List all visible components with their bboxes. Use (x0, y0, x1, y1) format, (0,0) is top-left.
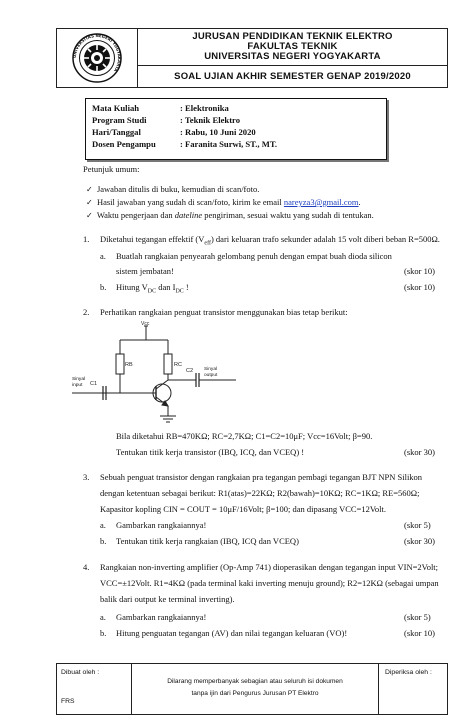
circuit-c2-label: C2 (186, 368, 194, 374)
q4-line1: Rangkaian non-inverting amplifier (Op-Amp 741) dioperasikan dengan tegangan input VIN=2Volt; (100, 562, 439, 572)
instruction-text: Waktu pengerjaan dan (96, 210, 175, 220)
q1-text-part: ) dari keluaran trafo sekunder adalah 15 volt diberi beban R=500Ω. (210, 234, 440, 244)
checkmark-icon: ✓ (86, 198, 93, 207)
university-logo-cell (57, 29, 138, 87)
university-name: UNIVERSITAS NEGERI YOGYAKARTA (204, 51, 381, 62)
q3a-label: a. (100, 520, 106, 530)
footer-made-by-code: FRS (61, 698, 75, 705)
q3b-label: b. (100, 536, 107, 546)
instruction-item (86, 184, 259, 194)
info-row-lecturer (92, 139, 277, 149)
checkmark-icon: ✓ (86, 185, 93, 194)
footer-made-by-cell (57, 664, 132, 714)
question-2-text: Perhatikan rangkaian penguat transistor menggunakan bias tetap berikut: (100, 307, 348, 317)
q4b-text: Hitung penguatan tegangan (AV) dan nilai tegangan keluaran (VO)! (116, 628, 348, 638)
footer-notice-line1: Dilarang memperbanyak sebagian atau seluruh isi dokumen (167, 678, 343, 685)
info-value: : Rabu, 10 Juni 2020 (180, 127, 256, 137)
q1a-label: a. (100, 251, 106, 261)
q3a-text: Gambarkan rangkaiannya! (116, 520, 207, 530)
q1b-text-part: ! (183, 282, 189, 292)
q4-line2: VCC=±12Volt. R1=4KΩ (pada terminal kaki inverting menuju ground); R2=12KΩ (sebagai umpan (100, 578, 439, 588)
q1b-subscript: DC (175, 288, 184, 295)
info-row-program (92, 115, 240, 125)
circuit-input-label (72, 377, 85, 389)
q1-subscript: eff (204, 240, 211, 247)
q3a-score: (skor 5) (404, 520, 431, 530)
instruction-text: Hasil jawaban yang sudah di scan/foto, kirim ke email (96, 197, 284, 207)
circuit-output-label-2: output (204, 373, 218, 378)
q1a-score: (skor 10) (404, 266, 435, 276)
q3b-score: (skor 30) (404, 536, 435, 546)
circuit-vcc-label: Vcc (141, 321, 150, 327)
circuit-input-label-2: input (72, 383, 83, 388)
q3b-text: Tentukan titik kerja rangkaian (IBQ, ICQ dan VCEQ) (116, 536, 299, 546)
question-3-number: 3. (83, 472, 90, 482)
info-value: : Teknik Elektro (180, 115, 241, 125)
q1-text-part: Diketahui tegangan effektif (V (100, 234, 205, 244)
q1a-line1: Buatlah rangkaian penyearah gelombang penuh dengan empat buah dioda silicon (116, 251, 392, 261)
instruction-text: Jawaban ditulis di buku, kemudian di scan/foto. (96, 184, 260, 194)
q1b-label: b. (100, 282, 107, 292)
footer-made-by-label: Dibuat oleh : (61, 669, 100, 676)
instructions-title: Petunjuk umum: (83, 164, 140, 174)
checkmark-icon: ✓ (86, 211, 93, 220)
footer-notice-line2: tanpa ijin dari Pengurus Jurusan PT Elektro (191, 690, 319, 697)
q1b-text-part: Hitung V (116, 282, 148, 292)
q4a-score: (skor 5) (404, 612, 431, 622)
question-1-text (100, 234, 440, 247)
info-row-date (92, 127, 256, 137)
exam-title: SOAL UJIAN AKHIR SEMESTER GENAP 2019/2020 (174, 71, 411, 82)
q3-line2: dengan ketentuan sebagai berikut: R1(atas)=22KΩ; R2(bawah)=10KΩ; RC=1KΩ; RE=560Ω; (100, 488, 420, 498)
q1b-subscript: DC (147, 288, 157, 295)
info-value: : Faranita Surwi, ST., MT. (180, 139, 278, 149)
circuit-input-label-1: Sinyal (72, 377, 86, 382)
footer-checked-by-label: Diperiksa oleh : (385, 669, 432, 676)
q4a-text: Gambarkan rangkaiannya! (116, 612, 207, 622)
question-1-number: 1. (83, 234, 90, 244)
header-divider (138, 65, 447, 66)
department-name: JURUSAN PENDIDIKAN TEKNIK ELEKTRO (192, 31, 393, 42)
university-logo (57, 29, 137, 87)
info-key: Mata Kuliah (92, 103, 140, 113)
circuit-rc-label: RC (174, 362, 182, 368)
circuit-rb-label: RB (125, 362, 133, 368)
q3-line3: Kapasitor kopling CIN = COUT = 10μF/16Volt; β=100; dan dipasang VCC=12Volt. (100, 504, 386, 514)
q2-score: (skor 30) (404, 447, 435, 457)
info-key: Program Studi (92, 115, 147, 125)
faculty-name: FAKULTAS TEKNIK (247, 41, 338, 52)
circuit-output-label-1: Sinyal (204, 367, 218, 372)
info-key: Hari/Tanggal (92, 127, 141, 137)
document-header (56, 28, 448, 88)
q4b-label: b. (100, 628, 107, 638)
info-key: Dosen Pengampu (92, 139, 156, 149)
q2-given-values: Bila diketahui RB=470KΩ; RC=2,7KΩ; C1=C2=10μF; Vcc=16Volt; β=90. (116, 431, 373, 441)
q1b-text-part: dan I (156, 282, 176, 292)
instruction-item (86, 210, 374, 220)
q4a-label: a. (100, 612, 106, 622)
q1b-score: (skor 10) (404, 282, 435, 292)
fixed-bias-circuit-diagram (90, 320, 276, 430)
instruction-item (86, 197, 361, 207)
question-4-number: 4. (83, 562, 90, 572)
info-row-course (92, 103, 229, 113)
info-value: : Elektronika (180, 103, 229, 113)
instruction-italic: dateline (174, 210, 203, 220)
header-text-cell (138, 29, 447, 87)
circuit-c1-label: C1 (90, 381, 98, 387)
instruction-text-end: . (358, 197, 361, 207)
q4-line3: balik dari output ke terminal inverting). (100, 594, 235, 604)
q1b-text (116, 282, 189, 295)
q1a-line2: sistem jembatan! (116, 266, 174, 276)
logo-arc-text: UNIVERSITAS NEGERI YOGYAKARTA (71, 32, 123, 73)
footer-checked-by-cell (378, 664, 447, 714)
email-link[interactable]: nareyza3@gmail.com (283, 197, 359, 207)
q2-task: Tentukan titik kerja transistor (IBQ, ICQ, dan VCEQ) ! (116, 447, 305, 457)
q4b-score: (skor 10) (404, 628, 435, 638)
document-footer (56, 663, 448, 715)
question-2-number: 2. (83, 307, 90, 317)
q3-line1: Sebuah penguat transistor dengan rangkaian pra tegangan pembagi tegangan BJT NPN Silikon (100, 472, 423, 482)
course-info-box (85, 98, 387, 160)
input-wire (72, 392, 102, 396)
instruction-text-end: pengiriman, sesuai waktu yang sudah di tentukan. (202, 210, 374, 220)
